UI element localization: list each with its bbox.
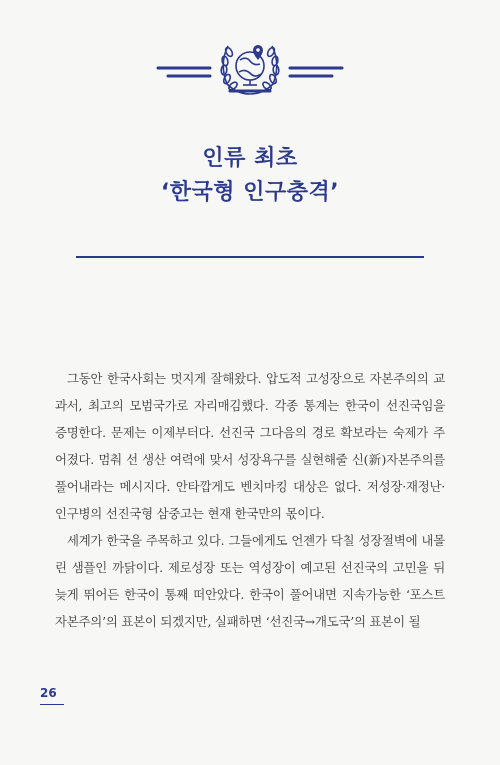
body-paragraph-1: 그동안 한국사회는 멋지게 잘해왔다. 압도적 고성장으로 자본주의의 교과서, 최고의 모범국가로 자리매김했다. 각종 통계는 한국이 선진국임을 증명한다. 문제는 이제부터다. 선진국 그다음의 경로 확보라는 숙제가 주어졌다. 멈춰 선 생산 여력에 맞서 성장욕구를 실현해줄 신(新)자본주의를 풀어내라는 메시지다. 안타깝게도 벤치마킹 대상은 없다. 저성장·재정난·인구병의 선진국형 삼중고는 현재 한국만의 몫이다. xyxy=(55,371,445,521)
body-paragraph-2: 세계가 한국을 주목하고 있다. 그들에게도 언젠가 닥칠 성장절벽에 내몰린 샘플인 까닭이다. 제로성장 또는 역성장이 예고된 선진국의 고민을 뒤늦게 뛰어든 한국이 통째 떠안았다. 한국이 풀어내면 지속가능한 ‘포스트 자본주의’의 표본이 되겠지만, 실패하면 ‘선진국→개도국’의 표본이 될 xyxy=(55,533,445,629)
globe-laurel-icon xyxy=(0,28,500,103)
chapter-emblem xyxy=(0,28,500,103)
chapter-title-line-1: 인류 최초 xyxy=(202,146,298,171)
body-text xyxy=(55,365,445,635)
chapter-title xyxy=(0,142,500,210)
title-divider xyxy=(76,256,424,258)
page-number: 26 xyxy=(40,686,57,700)
chapter-title-line-2: ‘한국형 인구충격’ xyxy=(160,180,340,205)
page-number-underline xyxy=(40,704,64,705)
